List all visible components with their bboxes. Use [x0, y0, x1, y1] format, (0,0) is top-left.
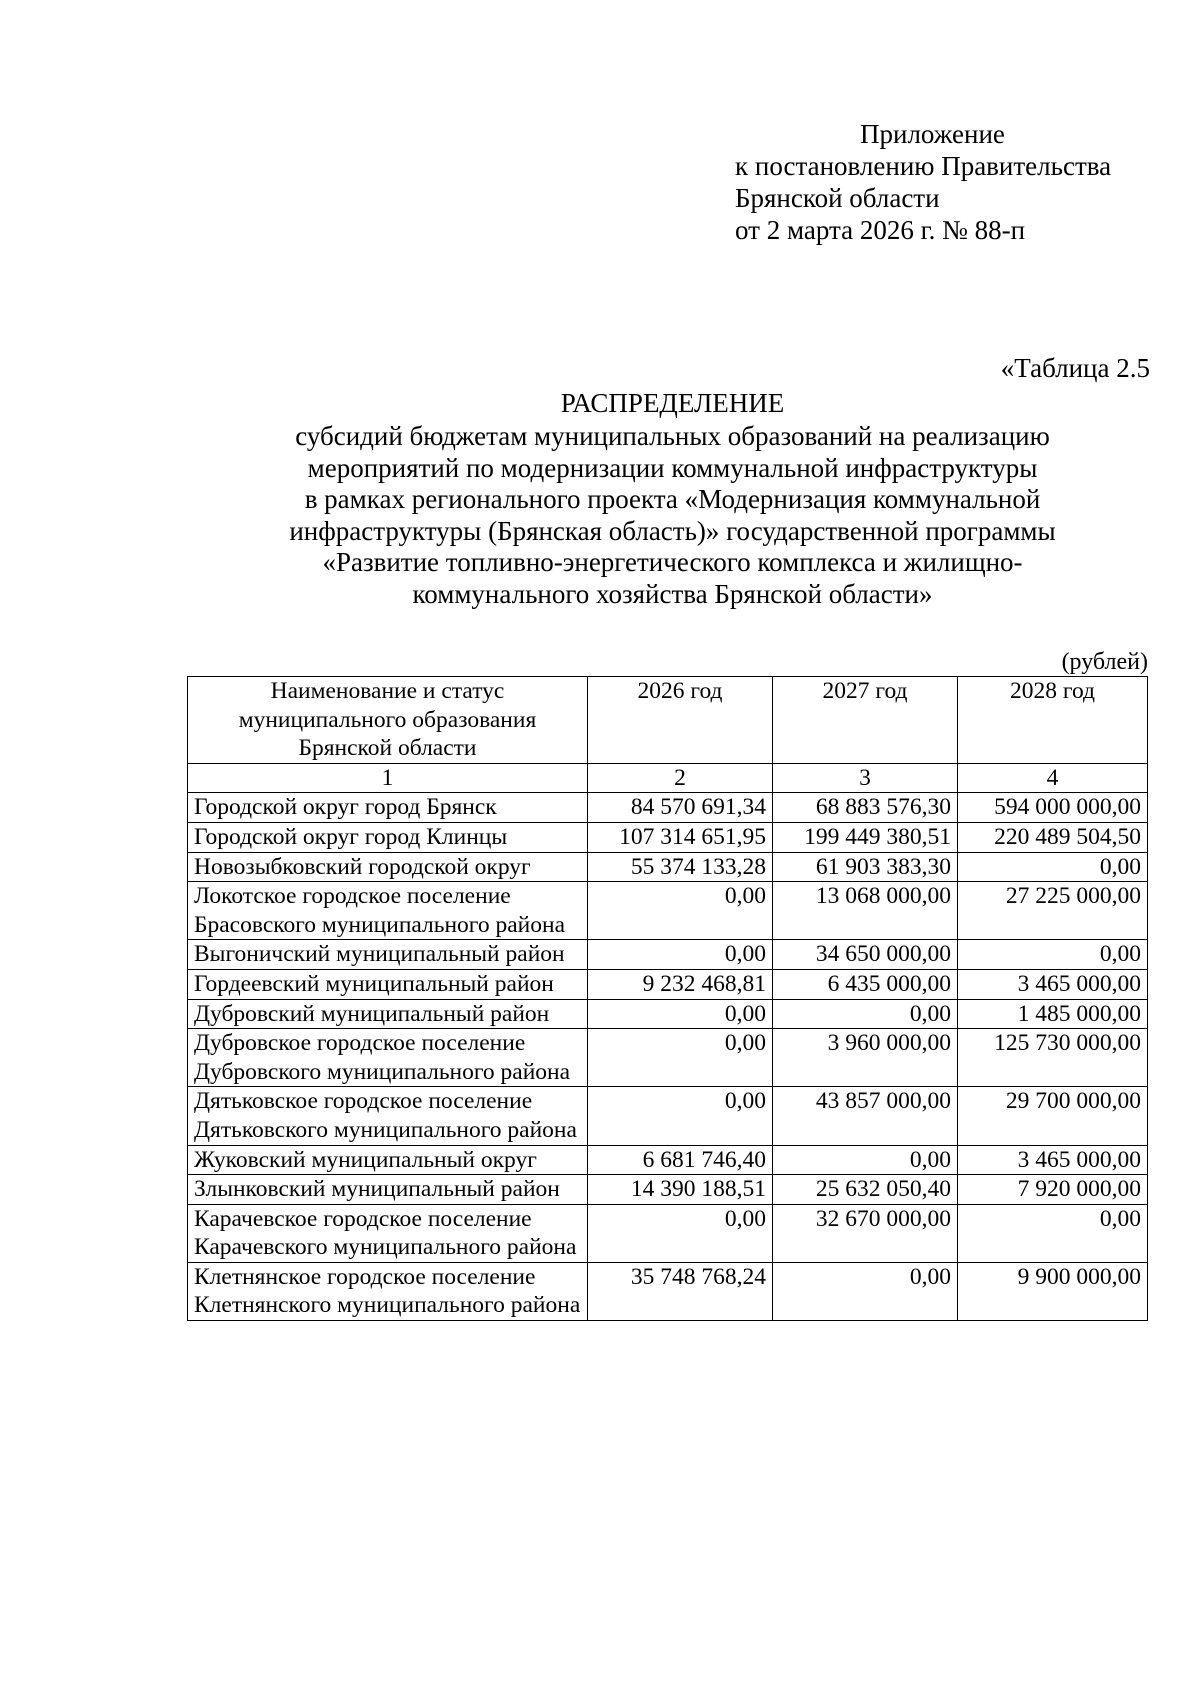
municipality-name: Городской округ город Клинцы [188, 822, 588, 852]
value-2028: 0,00 [958, 940, 1148, 970]
municipality-name: Гордеевский муниципальный район [188, 969, 588, 999]
value-2026: 0,00 [588, 1204, 773, 1262]
value-2027: 34 650 000,00 [773, 940, 958, 970]
municipality-name: Локотское городское поселение Брасовского муниципального района [188, 882, 588, 940]
municipality-name: Городской округ город Брянск [188, 793, 588, 823]
value-2026: 0,00 [588, 882, 773, 940]
table-row [188, 822, 1148, 852]
table-row [188, 1262, 1148, 1320]
municipality-name: Жуковский муниципальный округ [188, 1145, 588, 1175]
header-name: Наименование и статус муниципального образования Брянской области [188, 677, 588, 764]
municipality-name: Карачевское городское поселение Карачевского муниципального района [188, 1204, 588, 1262]
document-subtitle [0, 421, 1200, 611]
value-2027: 25 632 050,40 [773, 1175, 958, 1205]
municipality-name: Дятьковское городское поселение Дятьковского муниципального района [188, 1087, 588, 1145]
table-row [188, 1145, 1148, 1175]
value-2027: 68 883 576,30 [773, 793, 958, 823]
value-2028: 3 465 000,00 [958, 969, 1148, 999]
column-number: 3 [773, 763, 958, 793]
value-2028: 125 730 000,00 [958, 1029, 1148, 1087]
subtitle-line: коммунального хозяйства Брянской области» [412, 578, 933, 609]
table-row [188, 999, 1148, 1029]
value-2026: 0,00 [588, 1029, 773, 1087]
table-row [188, 882, 1148, 940]
value-2027: 32 670 000,00 [773, 1204, 958, 1262]
table-body [188, 793, 1148, 1321]
value-2026: 9 232 468,81 [588, 969, 773, 999]
table-row [188, 969, 1148, 999]
value-2028: 594 000 000,00 [958, 793, 1148, 823]
value-2027: 43 857 000,00 [773, 1087, 958, 1145]
column-number: 1 [188, 763, 588, 793]
header-2026: 2026 год [588, 677, 773, 764]
value-2027: 0,00 [773, 999, 958, 1029]
value-2028: 29 700 000,00 [958, 1087, 1148, 1145]
value-2026: 84 570 691,34 [588, 793, 773, 823]
appendix-line-2: к постановлению Правительства [735, 151, 1112, 181]
value-2026: 0,00 [588, 999, 773, 1029]
value-2026: 107 314 651,95 [588, 822, 773, 852]
municipality-name: Злынковский муниципальный район [188, 1175, 588, 1205]
table-row [188, 1087, 1148, 1145]
table-row [188, 940, 1148, 970]
value-2028: 7 920 000,00 [958, 1175, 1148, 1205]
value-2028: 0,00 [958, 1204, 1148, 1262]
column-number: 4 [958, 763, 1148, 793]
table-row [188, 1029, 1148, 1087]
municipality-name: Дубровский муниципальный район [188, 999, 588, 1029]
municipality-name: Выгоничский муниципальный район [188, 940, 588, 970]
table-reference: «Таблица 2.5 [1000, 353, 1150, 383]
table-row [188, 852, 1148, 882]
table-row [188, 1204, 1148, 1262]
value-2027: 61 903 383,30 [773, 852, 958, 882]
table-row [188, 793, 1148, 823]
appendix-line-4: от 2 марта 2026 г. № 88-п [735, 215, 1026, 245]
table-row [188, 1175, 1148, 1205]
subtitle-line: мероприятий по модернизации коммунальной инфраструктуры [307, 452, 1038, 483]
value-2028: 3 465 000,00 [958, 1145, 1148, 1175]
table-header-row [188, 677, 1148, 764]
value-2027: 3 960 000,00 [773, 1029, 958, 1087]
value-2027: 0,00 [773, 1145, 958, 1175]
municipality-name: Клетнянское городское поселение Клетнянского муниципального района [188, 1262, 588, 1320]
value-2027: 0,00 [773, 1262, 958, 1320]
value-2026: 6 681 746,40 [588, 1145, 773, 1175]
value-2027: 6 435 000,00 [773, 969, 958, 999]
appendix-line-1: Приложение [860, 119, 1005, 149]
value-2026: 55 374 133,28 [588, 852, 773, 882]
document-title: РАСПРЕДЕЛЕНИЕ [560, 388, 785, 418]
appendix-block [735, 118, 1111, 246]
value-2026: 14 390 188,51 [588, 1175, 773, 1205]
municipality-name: Дубровское городское поселение Дубровского муниципального района [188, 1029, 588, 1087]
value-2028: 220 489 504,50 [958, 822, 1148, 852]
distribution-table [187, 676, 1148, 1321]
value-2027: 13 068 000,00 [773, 882, 958, 940]
subtitle-line: субсидий бюджетам муниципальных образований на реализацию [295, 421, 1050, 451]
subtitle-line: «Развитие топливно-энергетического комплекса и жилищно- [322, 547, 1023, 578]
value-2028: 27 225 000,00 [958, 882, 1148, 940]
appendix-line-3: Брянской области [735, 183, 940, 213]
header-2028: 2028 год [958, 677, 1148, 764]
column-number: 2 [588, 763, 773, 793]
subtitle-line: инфраструктуры (Брянская область)» государственной программы [289, 515, 1056, 546]
unit-label: (рублей) [1061, 649, 1148, 675]
value-2026: 35 748 768,24 [588, 1262, 773, 1320]
column-numbers-row [188, 763, 1148, 793]
value-2028: 1 485 000,00 [958, 999, 1148, 1029]
value-2026: 0,00 [588, 1087, 773, 1145]
value-2026: 0,00 [588, 940, 773, 970]
subtitle-line: в рамках регионального проекта «Модернизация коммунальной [304, 484, 1041, 515]
value-2027: 199 449 380,51 [773, 822, 958, 852]
header-2027: 2027 год [773, 677, 958, 764]
municipality-name: Новозыбковский городской округ [188, 852, 588, 882]
value-2028: 0,00 [958, 852, 1148, 882]
value-2028: 9 900 000,00 [958, 1262, 1148, 1320]
